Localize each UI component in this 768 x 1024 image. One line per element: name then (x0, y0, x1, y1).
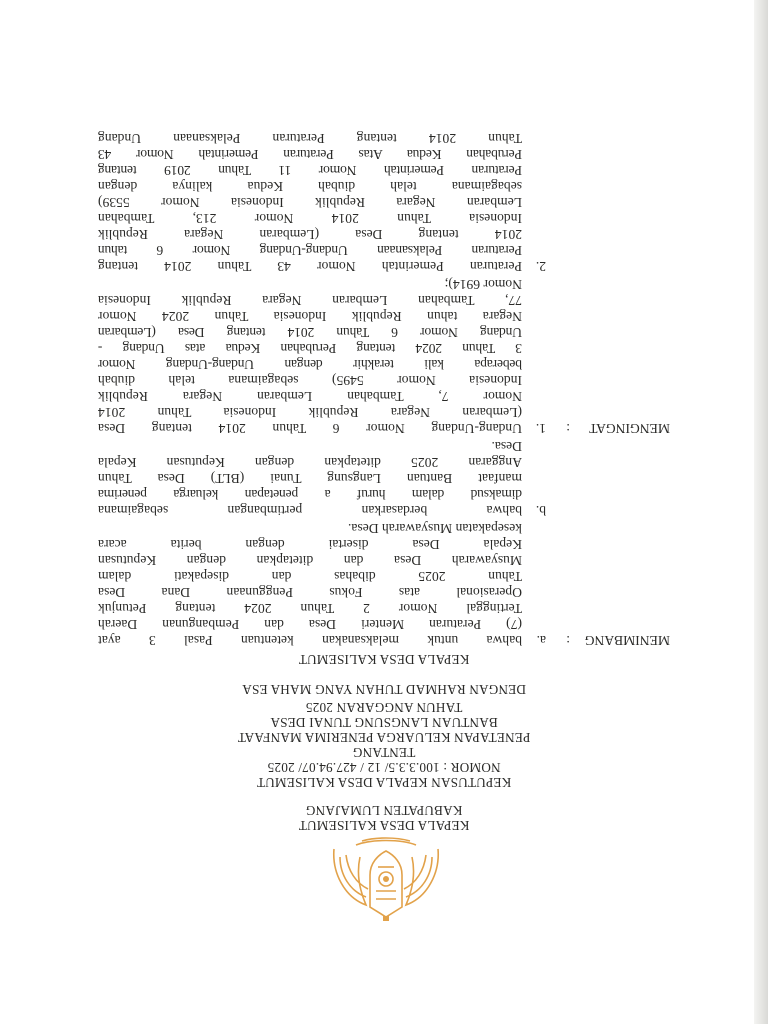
mengingat-2-line: sebagaimana telah diubah Kedua kalinya dengan (98, 179, 522, 194)
mengingat-2-line: Lembaran Negara Republik Indonesia Nomor 5539) (98, 195, 522, 210)
decree-subject-line: PENETAPAN KELUARGA PENERIMA MANFAAT (237, 730, 531, 745)
section-label-menimbang: MENIMBANG (584, 633, 670, 648)
item-marker: 2. (535, 259, 546, 274)
item-marker: b. (535, 503, 546, 518)
mengingat-1-line: Nomor 7, Tambahan Lembaran Negara Republik (98, 389, 522, 404)
decree-number: NOMOR : 100.3.3.5/ 12 / 427.94.07/ 2025 (267, 760, 501, 775)
menimbang-a-line: kesepakatan Musyawarah Desa. (347, 521, 522, 536)
mengingat-1-line: Indonesia Nomor 5495) sebagaimana telah diubah (98, 373, 522, 388)
decree-subject-line: BANTUAN LANGSUNG TUNAI DESA (270, 715, 498, 730)
item-marker: 1. (535, 421, 546, 436)
header-regency: KABUPATEN LUMAJANG (305, 803, 463, 818)
mengingat-1-line: Nomor 6914); (444, 277, 522, 292)
menimbang-b-line: Anggaran 2025 ditetapkan dengan Keputusan Kepala (98, 455, 522, 470)
section-label-mengingat: MENGINGAT (589, 421, 670, 436)
menimbang-a-line: Kepala Desa disertai dengan berita acara (98, 537, 522, 552)
mengingat-2-line: Indonesia Tahun 2014 Nomor 213, Tambahan (98, 211, 522, 226)
mengingat-1-line: Negara tahun Republik Indonesia Tahun 2024 Nomor (98, 309, 522, 324)
decree-subject-line: TAHUN ANGGARAN 2025 (305, 700, 463, 715)
mengingat-1-line: beberapa kali terakhir dengan Undang-Undang Nomor (98, 357, 522, 372)
mengingat-1-line: Undang Nomor 6 Tahun 2014 tentang Desa (Lembaran (98, 325, 522, 340)
scanner-edge (754, 0, 768, 1024)
mengingat-1-line: (Lembaran Negara Republik Indonesia Tahun 2014 (98, 405, 522, 420)
mengingat-1-line: Undang-Undang Nomor 6 Tahun 2014 tentang Desa (98, 421, 522, 436)
decree-about: TENTANG (352, 745, 416, 760)
menimbang-b-line: dimaksud dalam huruf a penetapan keluarga penerima (98, 487, 522, 502)
section-colon: : (566, 421, 570, 436)
mengingat-1-line: 77, Tambahan Lembaran Negara Republik Indonesia (98, 293, 522, 308)
menimbang-a-line: Operasional atas Fokus Penggunaan Dana Desa (98, 585, 522, 600)
authority-title: KEPALA DESA KALISEMUT (298, 652, 470, 667)
item-marker: a. (536, 633, 546, 648)
menimbang-a-line: Musyawarah Desa dan ditetapkan dengan Keputusan (98, 553, 522, 568)
mengingat-2-line: Peraturan Pemerintah Nomor 43 Tahun 2014 tentang (98, 259, 522, 274)
mengingat-2-line: Tahun 2014 tentang Peraturan Pelaksanaan Undang (98, 131, 522, 146)
menimbang-a-line: bahwa untuk melaksanakan ketentuan Pasal 3 ayat (98, 633, 522, 648)
menimbang-b-line: manfaat Bantuan Langsung Tunai (BLT) Desa Tahun (98, 471, 522, 486)
mengingat-2-line: Peraturan Pemerintah Nomor 11 Tahun 2019 tentang (98, 163, 522, 178)
decree-title: KEPUTUSAN KEPALA DESA KALISEMUT (256, 775, 512, 790)
section-colon: : (566, 633, 570, 648)
mengingat-2-line: Perubahan Kedua Atas Peraturan Pemerintah Nomor 43 (98, 147, 522, 162)
menimbang-a-line: Tertinggal Nomor 2 Tahun 2024 tentang Petunjuk (98, 601, 522, 616)
menimbang-b-line: bahwa berdasarkan pertimbangan sebagaimana (98, 503, 522, 518)
menimbang-a-line: (7) Peraturan Menteri Desa dan Pembangunan Daerah (98, 617, 522, 632)
header-office: KEPALA DESA KALISEMUT (298, 818, 470, 833)
invocation: DENGAN RAHMAD TUHAN YANG MAHA ESA (242, 682, 526, 697)
mengingat-2-line: 2014 tentang Desa (Lembaran Negara Republik (98, 227, 522, 242)
mengingat-1-line: 3 Tahun 2024 tentang Perubahan Kedua atas Undang - (98, 341, 522, 356)
menimbang-a-line: Tahun 2025 dibahas dan disepakati dalam (98, 569, 522, 584)
mengingat-2-line: Peraturan Pelaksanaan Undang-Undang Nomor 6 tahun (98, 243, 522, 258)
regency-emblem (326, 837, 446, 927)
menimbang-b-line: Desa. (491, 439, 522, 454)
